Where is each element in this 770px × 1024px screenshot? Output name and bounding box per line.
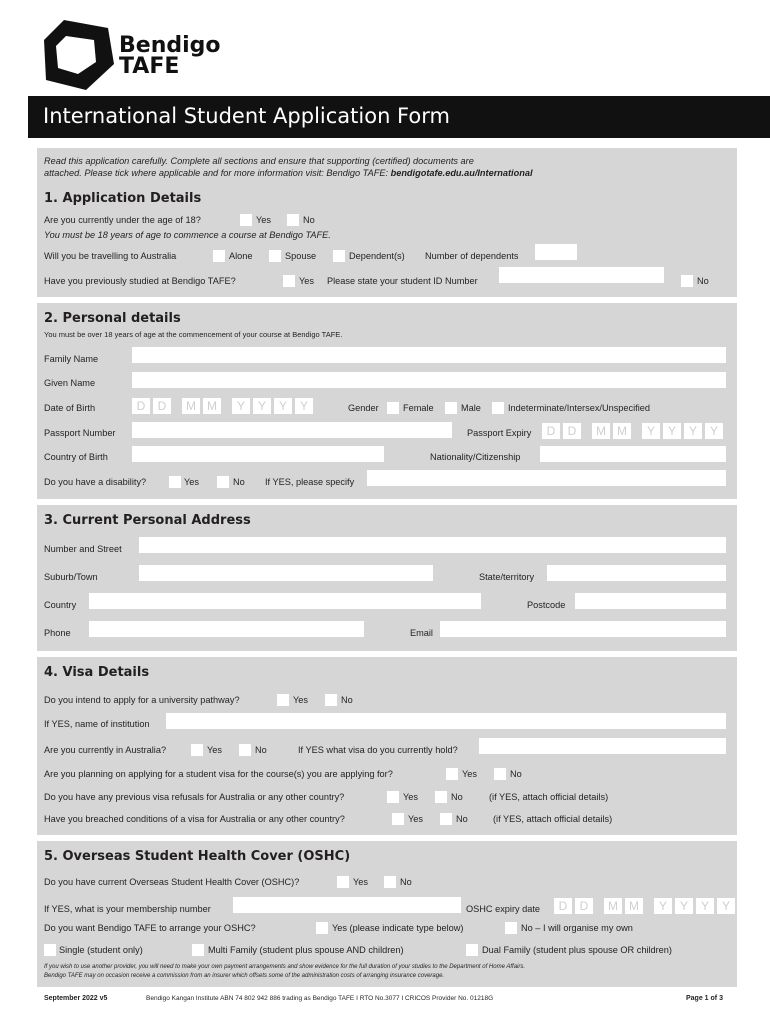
dual-family-checkbox[interactable] xyxy=(466,944,478,956)
passport-expiry-label: Passport Expiry xyxy=(467,428,532,438)
alone-checkbox[interactable] xyxy=(213,250,225,262)
gender-label: Gender xyxy=(348,403,379,413)
pathway-no-label: No xyxy=(341,695,353,705)
australia-yes-label: Yes xyxy=(207,745,222,755)
bendigo-tafe-logo xyxy=(44,18,224,92)
prev-no-label: No xyxy=(697,276,709,286)
breached-no-checkbox[interactable] xyxy=(440,813,452,825)
prev-no-checkbox[interactable] xyxy=(681,275,693,287)
arrange-no-label: No – I will organise my own xyxy=(521,923,633,933)
email-field[interactable] xyxy=(440,621,726,637)
membership-field[interactable] xyxy=(233,897,461,913)
visa-hold-field[interactable] xyxy=(479,738,726,754)
oshc-no-label: No xyxy=(400,877,412,887)
passport-field[interactable] xyxy=(132,422,452,438)
oshc-yes-checkbox[interactable] xyxy=(337,876,349,888)
email-label: Email xyxy=(410,628,433,638)
given-name-field[interactable] xyxy=(132,372,726,388)
intro-line-2: attached. Please tick where applicable and for more information visit: Bendigo TAFE: bendigotafe.edu.au/International xyxy=(44,168,533,178)
country-label: Country xyxy=(44,600,77,610)
multi-family-label: Multi Family (student plus spouse AND children) xyxy=(208,945,404,955)
suburb-label: Suburb/Town xyxy=(44,572,98,582)
disability-no-label: No xyxy=(233,477,245,487)
disability-yes-checkbox[interactable] xyxy=(169,476,181,488)
oshc-expiry-label: OSHC expiry date xyxy=(466,904,541,914)
single-checkbox[interactable] xyxy=(44,944,56,956)
age-yes-checkbox[interactable] xyxy=(240,214,252,226)
refusals-question: Do you have any previous visa refusals for Australia or any other country? xyxy=(44,792,345,802)
country-of-birth-label: Country of Birth xyxy=(44,452,108,462)
disability-specify-label: If YES, please specify xyxy=(265,477,355,487)
section-visa-details xyxy=(37,657,737,835)
section-heading: 1. Application Details xyxy=(44,191,202,206)
spouse-checkbox[interactable] xyxy=(269,250,281,262)
age-no-checkbox[interactable] xyxy=(287,214,299,226)
num-dependents-field[interactable] xyxy=(535,244,577,260)
dependents-checkbox[interactable] xyxy=(333,250,345,262)
country-field[interactable] xyxy=(89,593,481,609)
dependents-label: Dependent(s) xyxy=(349,251,405,261)
spouse-label: Spouse xyxy=(285,251,317,261)
prev-yes-label: Yes xyxy=(299,276,314,286)
oshc-expiry-field[interactable]: D D M M Y Y Y Y xyxy=(554,898,735,914)
student-visa-yes-label: Yes xyxy=(462,769,477,779)
nationality-label: Nationality/Citizenship xyxy=(430,452,521,462)
section-heading: 2. Personal details xyxy=(44,311,181,326)
student-id-label: Please state your student ID Number xyxy=(327,276,478,286)
age-no-label: No xyxy=(303,215,315,225)
refusals-no-checkbox[interactable] xyxy=(435,791,447,803)
breached-attach-note: (if YES, attach official details) xyxy=(493,814,613,824)
oshc-yes-label: Yes xyxy=(353,877,368,887)
disability-question: Do you have a disability? xyxy=(44,477,147,487)
travel-question: Will you be travelling to Australia xyxy=(44,251,177,261)
australia-no-label: No xyxy=(255,745,267,755)
intro-url[interactable]: bendigotafe.edu.au/International xyxy=(390,168,533,178)
disability-specify-field[interactable] xyxy=(367,470,726,486)
refusals-no-label: No xyxy=(451,792,463,802)
phone-label: Phone xyxy=(44,628,71,638)
student-id-field[interactable] xyxy=(499,267,664,283)
student-visa-no-label: No xyxy=(510,769,522,779)
phone-field[interactable] xyxy=(89,621,364,637)
institution-field[interactable] xyxy=(166,713,726,729)
section-current-address xyxy=(37,505,737,651)
alone-label: Alone xyxy=(229,251,253,261)
student-visa-no-checkbox[interactable] xyxy=(494,768,506,780)
footer-legal: Bendigo Kangan Institute ABN 74 802 942 886 trading as Bendigo TAFE I RTO No.3077 I CRICOS Provider No. 01218G xyxy=(146,995,494,1002)
previous-study-question: Have you previously studied at Bendigo TAFE? xyxy=(44,276,236,286)
title-bar xyxy=(28,96,770,138)
arrange-yes-label: Yes (please indicate type below) xyxy=(332,923,464,933)
fine-print-1: If you wish to use another provider, you will need to make your own payment arrangements and show evidence for the full duration of your studies to the Department of Home Affairs. xyxy=(44,964,526,970)
australia-question: Are you currently in Australia? xyxy=(44,745,167,755)
age-yes-label: Yes xyxy=(256,215,271,225)
pathway-yes-checkbox[interactable] xyxy=(277,694,289,706)
state-label: State/territory xyxy=(479,572,535,582)
section-oshc xyxy=(37,841,737,987)
logo-text: Bendigo TAFE xyxy=(119,33,221,79)
student-visa-question: Are you planning on applying for a student visa for the course(s) you are applying for? xyxy=(44,769,393,779)
suburb-field[interactable] xyxy=(139,565,433,581)
arrange-yes-checkbox[interactable] xyxy=(316,922,328,934)
disability-no-checkbox[interactable] xyxy=(217,476,229,488)
num-dependents-label: Number of dependents xyxy=(425,251,519,261)
breached-question: Have you breached conditions of a visa for Australia or any other country? xyxy=(44,814,345,824)
female-checkbox[interactable] xyxy=(387,402,399,414)
arrange-no-checkbox[interactable] xyxy=(505,922,517,934)
refusals-yes-checkbox[interactable] xyxy=(387,791,399,803)
dob-label: Date of Birth xyxy=(44,403,96,413)
passport-expiry-field[interactable]: D D M M Y Y Y Y xyxy=(542,423,723,439)
dob-field[interactable]: D D M M Y Y Y Y xyxy=(132,398,313,414)
breached-yes-label: Yes xyxy=(408,814,423,824)
australia-no-checkbox[interactable] xyxy=(239,744,251,756)
pathway-question: Do you intend to apply for a university pathway? xyxy=(44,695,240,705)
street-field[interactable] xyxy=(139,537,726,553)
female-label: Female xyxy=(403,403,434,413)
multi-family-checkbox[interactable] xyxy=(192,944,204,956)
state-field[interactable] xyxy=(547,565,726,581)
pathway-yes-label: Yes xyxy=(293,695,308,705)
indeterminate-checkbox[interactable] xyxy=(492,402,504,414)
refusals-attach-note: (if YES, attach official details) xyxy=(489,792,609,802)
single-label: Single (student only) xyxy=(59,945,143,955)
section-heading: 4. Visa Details xyxy=(44,665,150,680)
section-personal-details xyxy=(37,303,737,499)
family-name-label: Family Name xyxy=(44,354,99,364)
section-heading: 3. Current Personal Address xyxy=(44,513,251,528)
arrange-question: Do you want Bendigo TAFE to arrange your OSHC? xyxy=(44,923,256,933)
indeterminate-label: Indeterminate/Intersex/Unspecified xyxy=(508,403,650,413)
family-name-field[interactable] xyxy=(132,347,726,363)
age-note: You must be 18 years of age to commence a course at Bendigo TAFE. xyxy=(44,230,331,240)
male-checkbox[interactable] xyxy=(445,402,457,414)
street-label: Number and Street xyxy=(44,544,122,554)
section-application-details xyxy=(37,148,737,297)
postcode-field[interactable] xyxy=(575,593,726,609)
age-question: Are you currently under the age of 18? xyxy=(44,215,201,225)
student-visa-yes-checkbox[interactable] xyxy=(446,768,458,780)
membership-label: If YES, what is your membership number xyxy=(44,904,211,914)
logo-mark-icon xyxy=(44,18,114,92)
country-of-birth-field[interactable] xyxy=(132,446,384,462)
footer-version: September 2022 v5 xyxy=(44,995,108,1002)
institution-label: If YES, name of institution xyxy=(44,719,150,729)
disability-yes-label: Yes xyxy=(184,477,199,487)
refusals-yes-label: Yes xyxy=(403,792,418,802)
given-name-label: Given Name xyxy=(44,378,96,388)
male-label: Male xyxy=(461,403,481,413)
section-heading: 5. Overseas Student Health Cover (OSHC) xyxy=(44,849,351,864)
australia-yes-checkbox[interactable] xyxy=(191,744,203,756)
visa-hold-question: If YES what visa do you currently hold? xyxy=(298,745,458,755)
page-title: International Student Application Form xyxy=(43,104,450,128)
passport-label: Passport Number xyxy=(44,428,116,438)
breached-no-label: No xyxy=(456,814,468,824)
postcode-label: Postcode xyxy=(527,600,566,610)
prev-yes-checkbox[interactable] xyxy=(283,275,295,287)
pathway-no-checkbox[interactable] xyxy=(325,694,337,706)
oshc-current-question: Do you have current Overseas Student Health Cover (OSHC)? xyxy=(44,877,300,887)
intro-line-1: Read this application carefully. Complete all sections and ensure that supporting (certified) documents are xyxy=(44,156,474,166)
nationality-field[interactable] xyxy=(540,446,726,462)
dual-family-label: Dual Family (student plus spouse OR children) xyxy=(482,945,672,955)
fine-print-2: Bendigo TAFE may on occasion receive a commission from an insurer which offsets some of the administration costs of arranging insurance coverage. xyxy=(44,973,445,979)
age-note: You must be over 18 years of age at the commencement of your course at Bendigo TAFE. xyxy=(44,330,343,339)
footer-page: Page 1 of 3 xyxy=(686,995,723,1002)
breached-yes-checkbox[interactable] xyxy=(392,813,404,825)
oshc-no-checkbox[interactable] xyxy=(384,876,396,888)
